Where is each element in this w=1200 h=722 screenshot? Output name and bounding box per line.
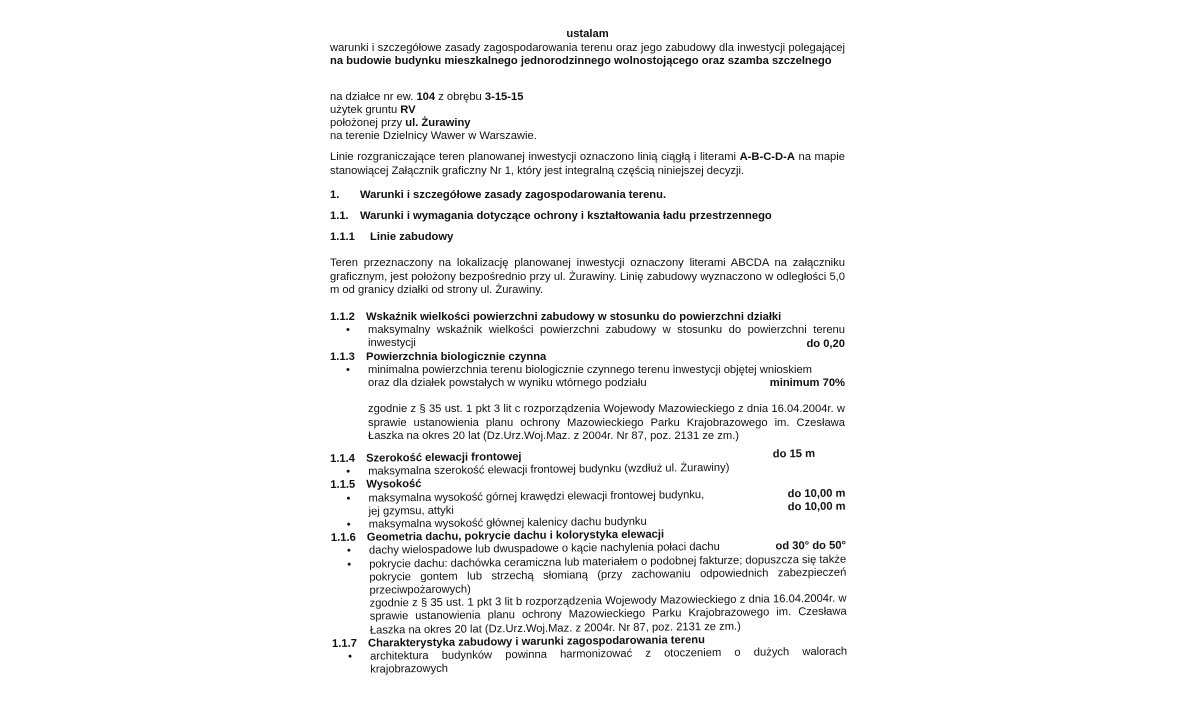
- heading: ustalam: [566, 28, 609, 40]
- lower-sections: [330, 448, 847, 678]
- roof-covering-text: pokrycie dachu: dachówka ceramiczna lub materiałem o podobnej fakturze; dopuszcza się także pokrycie gontem lub strzechą słomianą (przy zachowaniu odpowiednich zabezpieczeń przeciwpożarowych): [369, 553, 847, 597]
- area-line: na terenie Dzielnicy Wawer w Warszawie.: [330, 130, 537, 143]
- intro-paragraph: [330, 42, 845, 68]
- regulation-note-2: zgodnie z § 35 ust. 1 pkt 3 lit b rozporządzenia Wojewody Mazowieckiego z dnia 16.04.2004r. w sprawie ustanowienia planu ochrony Mazowieckiego Parku Krajobrazowego im. Czesława Łaszka na okres 20 lat (Dz.Urz.Woj.Maz. z 2004r. Nr 87, poz. 2131 ze zm.): [369, 592, 847, 637]
- document-page: [330, 28, 848, 678]
- list-item: [348, 646, 847, 678]
- section-1-1-4-title: Szerokość elewacji frontowej: [365, 451, 522, 465]
- bio-area-text-b: oraz dla działek powstałych w wyniku wtórnego podziału: [368, 377, 647, 390]
- section-1-1-5-number: 1.1.5: [330, 479, 356, 492]
- section-1-1-3-heading: [330, 351, 845, 364]
- intro-investment: na budowie budynku mieszkalnego jednorodzinnego wolnostojącego oraz szamba szczelnego: [330, 55, 832, 68]
- section-1-1-7-number: 1.1.7: [331, 637, 357, 650]
- roof-angle-value: od 30° do 50°: [775, 540, 847, 553]
- height-text-a: maksymalna wysokość górnej krawędzi elewacji frontowej budynku,: [368, 488, 705, 505]
- list-item: [346, 364, 845, 390]
- architecture-text: architektura budynków powinna harmonizować z otoczeniem o dużych walorach krajobrazowych: [370, 645, 848, 676]
- section-1-1-title: Warunki i wymagania dotyczące ochrony i kształtowania ładu przestrzennego: [360, 210, 772, 223]
- boundary-letters: A-B-C-D-A: [739, 151, 795, 164]
- section-1-title: Warunki i szczegółowe zasady zagospodarowania terenu.: [360, 188, 667, 201]
- facade-width-text: maksymalna szerokość elewacji frontowej budynku (wzdłuż ul. Żurawiny): [368, 462, 730, 478]
- section-1-1-4-number: 1.1.4: [330, 452, 356, 466]
- bullet-icon: •: [346, 324, 350, 337]
- section-1-1-heading: [330, 210, 845, 223]
- bio-area-text-a: minimalna powierzchnia terenu biologicznie czynnego terenu inwestycji objętej wnioskiem: [368, 364, 812, 377]
- section-1-1-2-title: Wskaźnik wielkości powierzchni zabudowy w stosunku do powierzchni działki: [366, 311, 782, 324]
- bio-area-row: [368, 377, 845, 390]
- land-use-value: RV: [400, 103, 416, 116]
- bullet-icon: •: [347, 558, 352, 571]
- building-line-paragraph: Teren przeznaczony na lokalizację planowanej inwestycji oznaczony literami ABCDA na załączniku graficznym, jest położony bezpośrednio przy ul. Żurawiny. Linię zabudowy wyznaczono w odległości 5,0 m od granicy działki od strony ul. Żurawiny.: [330, 257, 845, 296]
- section-1-1-1-title: Linie zabudowy: [370, 231, 454, 244]
- plot-number: 104: [416, 90, 436, 103]
- street-value: ul. Żurawiny: [405, 117, 471, 130]
- land-use-label: użytek gruntu: [330, 103, 401, 116]
- bullet-icon: •: [346, 466, 351, 479]
- bullet-icon: •: [346, 364, 350, 377]
- section-1-1-5-title: Wysokość: [366, 478, 422, 492]
- section-1-1-7-title: Charakterystyka zabudowy i warunki zagospodarowania terenu: [367, 634, 706, 650]
- section-1-heading: [330, 189, 845, 202]
- plot-line: [330, 91, 845, 104]
- roof-type-text: dachy wielospadowe lub dwuspadowe o kącie nachylenia połaci dachu: [368, 541, 720, 558]
- street-label: położonej przy: [330, 117, 406, 130]
- land-use-line: [330, 104, 845, 117]
- section-1-1-1-heading: [330, 231, 845, 244]
- section-1-1-number: 1.1.: [330, 210, 349, 223]
- height-value-2: do 10,00 m: [787, 500, 846, 514]
- section-1-1-2-heading: [330, 311, 845, 324]
- plot-label: na działce nr ew.: [330, 90, 417, 103]
- bullet-icon: •: [346, 545, 352, 558]
- section-1-1-3-number: 1.1.3: [330, 350, 355, 363]
- facade-width-value: do 15 m: [772, 447, 816, 461]
- section-1-1-3-title: Powierzchnia biologicznie czynna: [366, 350, 547, 363]
- bullet-icon: •: [346, 518, 351, 531]
- boundary-text-b: na mapie stanowiącej Załącznik graficzny Nr 1, który jest integralną częścią niniejszej decyzji.: [330, 151, 845, 177]
- list-item: [347, 553, 846, 598]
- precinct-number: 3-15-15: [484, 90, 524, 103]
- bullet-icon: •: [346, 492, 351, 505]
- intro-text: warunki i szczegółowe zasady zagospodarowania terenu oraz jego zabudowy dla inwestycji polegającej: [330, 42, 845, 55]
- precinct-label: z obrębu: [435, 90, 485, 103]
- boundary-text-a: Linie rozgraniczające teren planowanej inwestycji oznaczono linią ciągłą i literami: [330, 151, 740, 164]
- bullet-icon: •: [348, 650, 353, 663]
- list-item: [346, 324, 845, 350]
- bio-area-value: minimum 70%: [769, 377, 845, 390]
- section-1-1-6-number: 1.1.6: [330, 532, 356, 545]
- bio-area-text: [368, 364, 845, 390]
- section-1-1-1-number: 1.1.1: [330, 231, 355, 244]
- boundary-lines-paragraph: [330, 151, 845, 177]
- street-line: [330, 117, 845, 130]
- section-1-1-6-title: Geometria dachu, pokrycie dachu i kolorystyka elewacji: [366, 528, 665, 544]
- regulation-note-1: zgodnie z § 35 ust. 1 pkt 3 lit c rozporządzenia Wojewody Mazowieckiego z dnia 16.04.2004r. w sprawie ustanowienia planu ochrony Mazowieckiego Parku Krajobrazowego im. Czesława Łaszka na okres 20 lat (Dz.Urz.Woj.Maz. z 2004r. Nr 87, poz. 2131 ze zm.): [368, 403, 845, 442]
- height-text-b: jej gzymsu, attyki: [368, 504, 454, 518]
- coverage-ratio-text: maksymalny wskaźnik wielkości powierzchni zabudowy w stosunku do powierzchni terenu inwestycji: [368, 324, 845, 350]
- section-1-number: 1.: [330, 188, 340, 201]
- ridge-height-text: maksymalna wysokość głównej kalenicy dachu budynku: [368, 515, 647, 531]
- section-1-1-2-number: 1.1.2: [330, 311, 355, 324]
- coverage-ratio-value: do 0,20: [806, 337, 845, 350]
- height-value-1: do 10,00 m: [787, 487, 846, 500]
